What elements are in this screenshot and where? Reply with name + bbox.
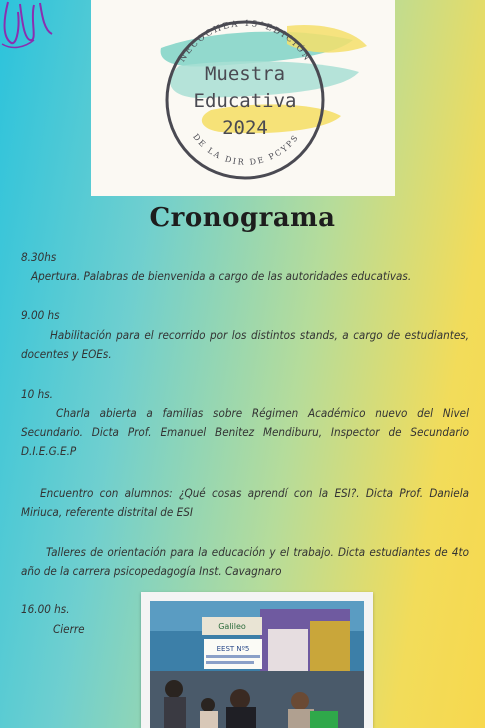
school-photo-image: [150, 601, 364, 728]
time-1600: 16.00 hs.: [21, 602, 70, 616]
page-title: Cronograma: [149, 203, 336, 233]
logo-line-2: Educativa: [193, 90, 297, 112]
logo-line-3: 2024: [222, 117, 268, 139]
logo-arc-top: NECOCHEA 15°EDICIÓN: [177, 18, 313, 65]
item-apertura: Apertura. Palabras de bienvenida a cargo de las autoridades educativas.: [31, 269, 412, 283]
school-photo: [141, 592, 373, 728]
time-1000: 10 hs.: [21, 387, 53, 401]
item-encuentro-esi: Encuentro con alumnos: ¿Qué cosas aprendí con la ESI?. Dicta Prof. Daniela Miriuca, referente distrital de ESI: [21, 486, 469, 519]
item-charla: Charla abierta a familias sobre Régimen Académico nuevo del Nivel Secundario. Dicta Prof. Emanuel Benitez Mendiburu, Inspector de Secundario D.I.E.G.E.P: [21, 406, 469, 458]
time-0900: 9.00 hs: [21, 308, 60, 322]
time-0830: 8.30hs: [21, 250, 57, 264]
scribble-decoration: [0, 0, 60, 55]
item-cierre: Cierre: [53, 622, 85, 636]
item-talleres: Talleres de orientación para la educación y el trabajo. Dicta estudiantes de 4to año de la carrera psicopedagogía Inst. Cavagnaro: [21, 545, 469, 578]
item-habilitacion: Habilitación para el recorrido por los distintos stands, a cargo de estudiantes, docentes y EOEs.: [21, 328, 469, 361]
logo-line-1: Muestra: [204, 63, 286, 85]
muestra-educativa-logo: [91, 0, 395, 196]
photo-sign-banner: Galileo: [218, 622, 246, 631]
photo-sign-text: EEST Nº5: [216, 645, 250, 653]
event-logo-card: [91, 0, 395, 196]
logo-arc-bottom: DE LA DIR DE PCYPS: [191, 132, 301, 167]
